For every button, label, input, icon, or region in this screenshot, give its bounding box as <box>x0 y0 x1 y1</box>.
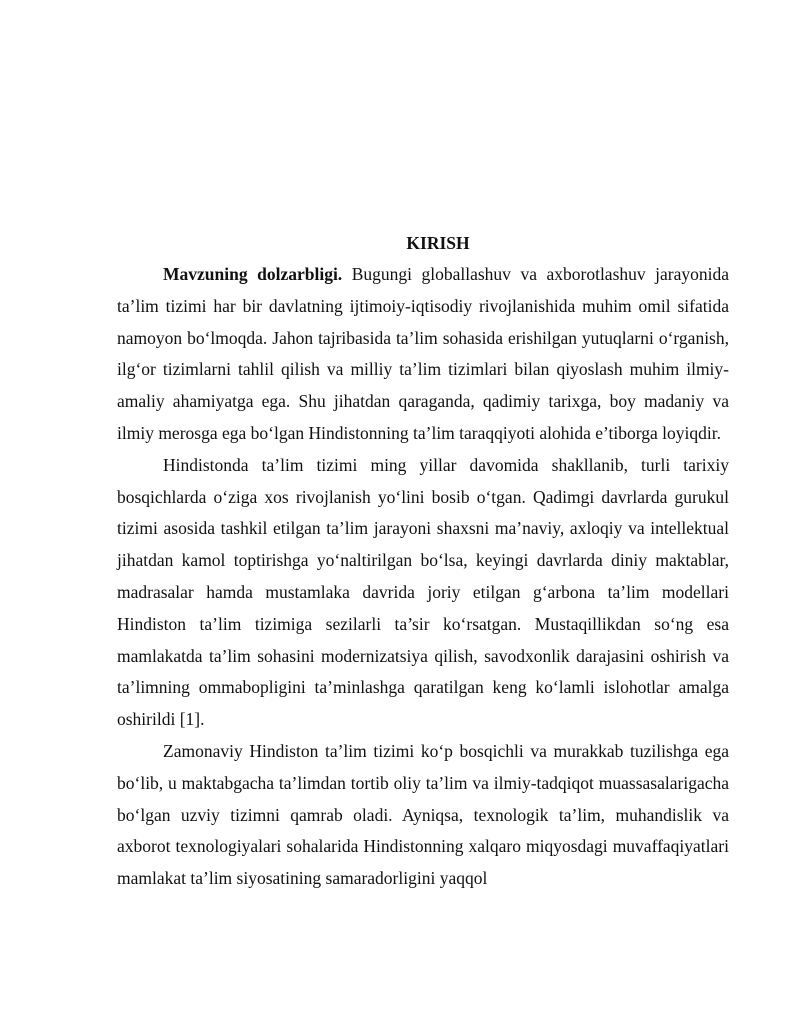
paragraph-text: Bugungi globallashuv va axborotlashuv jarayonida ta’lim tizimi har bir davlatning ijtimoiy-iqtisodiy rivojlanishida muhim omil sifatida namoyon bo‘lmoqda. Jahon tajribasida ta’lim sohasida erishilgan yutuqlarni o‘rganish, ilg‘or tizimlarni tahlil qilish va milliy ta’lim tizimlari bilan qiyoslash muhim ilmiy-amaliy ahamiyatga ega. Shu jihatdan qaraganda, qadimiy tarixga, boy madaniy va ilmiy merosga ega bo‘lgan Hindistonning ta’lim taraqqiyoti alohida e’tiborga loyiqdir. <box>117 264 729 443</box>
paragraph-relevance <box>117 259 729 450</box>
paragraph-text: Hindistonda ta’lim tizimi ming yillar davomida shakllanib, turli tarixiy bosqichlarda o‘ziga xos rivojlanish yo‘lini bosib o‘tgan. Qadimgi davrlarda gurukul tizimi asosida tashkil etilgan ta’lim jarayoni shaxsni ma’naviy, axloqiy va intellektual jihatdan kamol toptirishga yo‘naltirilgan bo‘lsa, keyingi davrlarda diniy maktablar, madrasalar hamda mustamlaka davrida joriy etilgan g‘arbona ta’lim modellari Hindiston ta’lim tizimiga sezilarli ta’sir ko‘rsatgan. Mustaqillikdan so‘ng esa mamlakatda ta’lim sohasini modernizatsiya qilish, savodxonlik darajasini oshirish va ta’limning ommabopligini ta’minlashga qaratilgan keng ko‘lamli islohotlar amalga oshirildi [1]. <box>117 454 729 730</box>
paragraph-history <box>117 450 729 736</box>
paragraph-lead: Mavzuning dolzarbligi. <box>163 264 343 284</box>
section-heading: KIRISH <box>406 233 470 253</box>
paragraph-text: Zamonaviy Hindiston ta’lim tizimi ko‘p bosqichli va murakkab tuzilishga ega bo‘lib, u maktabgacha ta’limdan tortib oliy ta’lim va ilmiy-tadqiqot muassasalarigacha bo‘lgan uzviy tizimni qamrab oladi. Ayniqsa, texnologik ta’lim, muhandislik va axborot texnologiyalari sohalarida Hindistonning xalqaro miqyosdagi muvaffaqiyatlari mamlakat ta’lim siyosatining samaradorligini yaqqol <box>117 740 729 889</box>
paragraph-modern <box>117 736 729 895</box>
document-page <box>117 227 729 895</box>
